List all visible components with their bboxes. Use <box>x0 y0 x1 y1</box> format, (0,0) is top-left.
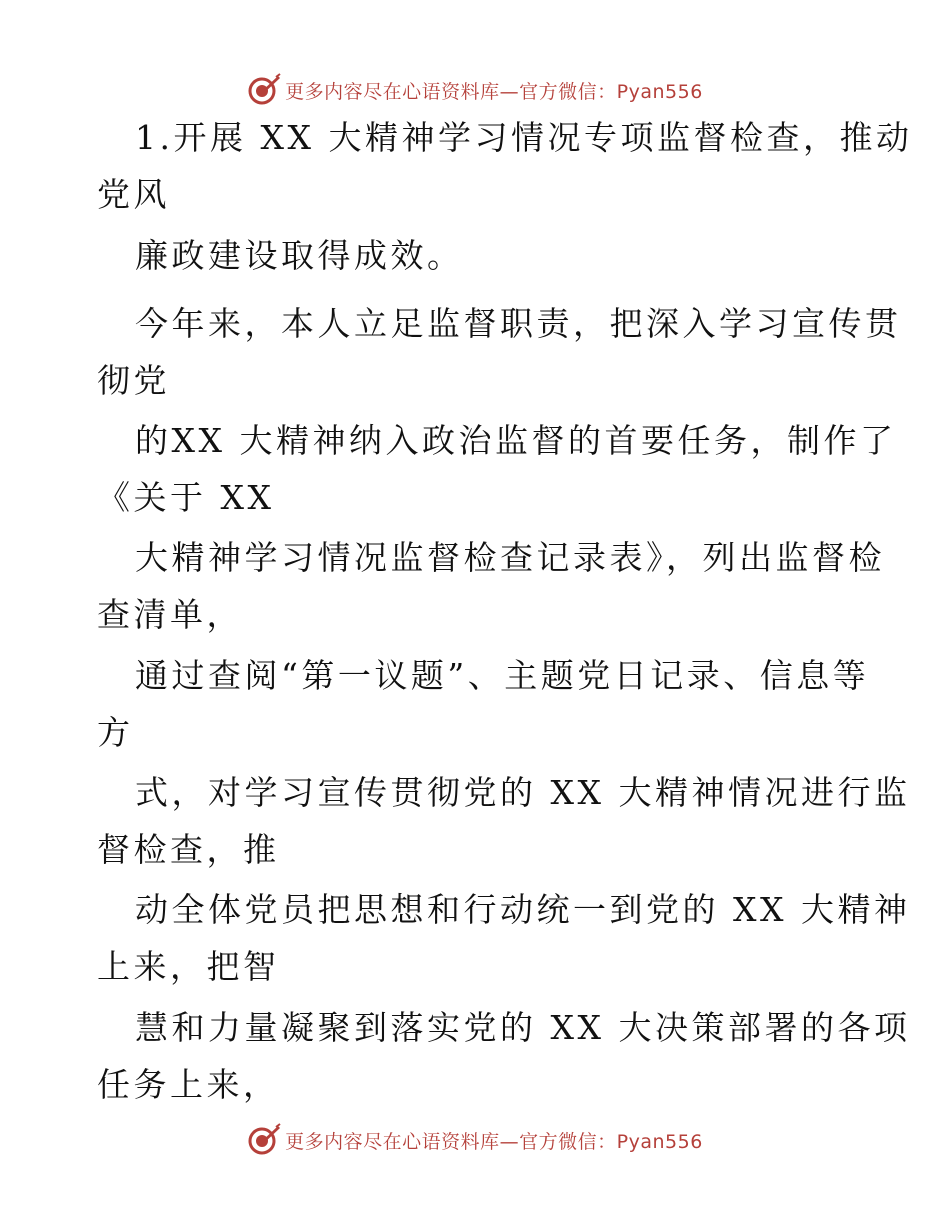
paragraph-line: 通过查阅“第一议题”、主题党日记录、信息等 <box>135 656 870 695</box>
paragraph-line: 的XX 大精神纳入政治监督的首要任务，制作了 <box>135 421 897 460</box>
paragraph-line: 慧和力量凝聚到落实党的 XX 大决策部署的各项 <box>135 1008 911 1047</box>
paragraph-line: 党风 <box>97 175 170 214</box>
paragraph-line: 查清单， <box>97 595 243 634</box>
paragraph-line: 彻党 <box>97 361 170 400</box>
paragraph-line: 今年来，本人立足监督职责，把深入学习宣传贯 <box>135 304 902 343</box>
footer-watermark-banner <box>0 1120 950 1160</box>
watermark-text: 更多内容尽在心语资料库—官方微信：Pyan556 <box>285 1130 703 1153</box>
paragraph-line: 式，对学习宣传贯彻党的 XX 大精神情况进行监 <box>135 773 911 812</box>
quill-seal-icon <box>247 73 281 107</box>
paragraph-line: 大精神学习情况监督检查记录表》，列出监督检 <box>135 538 885 577</box>
paragraph-line: 方 <box>97 713 134 752</box>
paragraph-line: 督检查，推 <box>97 830 280 869</box>
paragraph-line: 动全体党员把思想和行动统一到党的 XX 大精神 <box>135 890 911 929</box>
paragraph-line: 廉政建设取得成效。 <box>135 236 464 275</box>
quill-seal-icon <box>247 1123 281 1157</box>
paragraph-line: 任务上来， <box>97 1065 280 1104</box>
paragraph-line: 上来，把智 <box>97 947 280 986</box>
watermark-text: 更多内容尽在心语资料库—官方微信：Pyan556 <box>285 80 703 103</box>
header-watermark-banner <box>0 70 950 110</box>
paragraph-line: 1.开展 XX 大精神学习情况专项监督检查，推动 <box>135 118 913 157</box>
paragraph-line: 《关于 XX <box>97 478 275 517</box>
